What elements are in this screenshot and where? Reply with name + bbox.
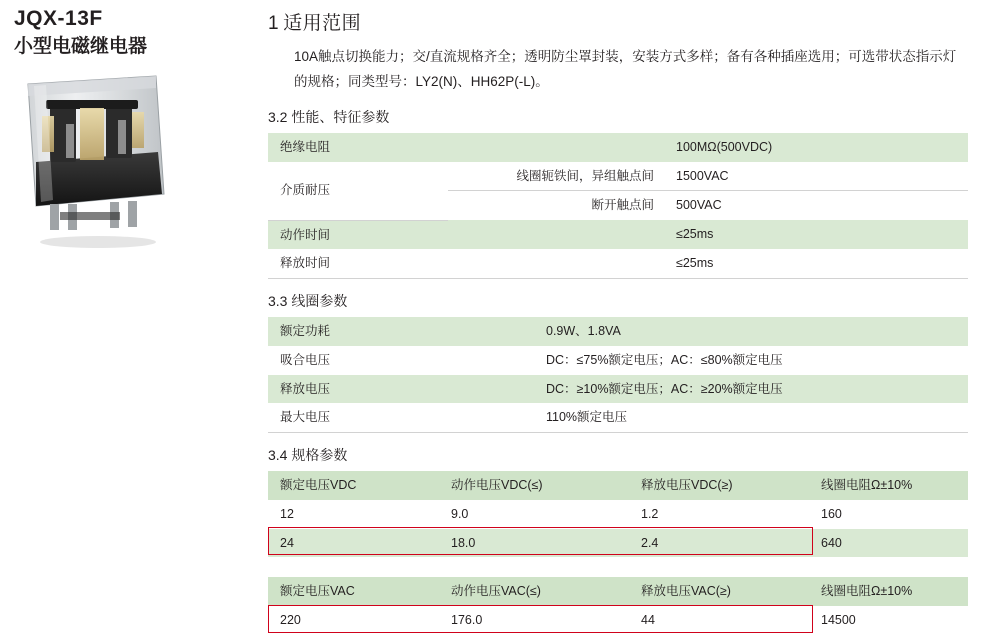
dc-header-cell: 释放电压VDC(≥) (633, 471, 813, 500)
table-header-row (268, 471, 968, 500)
coil-value: DC：≤75%额定电压；AC：≤80%额定电压 (538, 346, 968, 375)
coil-value: 0.9W、1.8VA (538, 317, 968, 346)
section-1-title (268, 8, 968, 35)
section-3-2-title: 3.2 性能、特征参数 (268, 108, 390, 125)
coil-label: 额定功耗 (268, 317, 538, 346)
table-row (268, 133, 968, 162)
perf-mid (448, 220, 668, 249)
perf-mid: 线圈轭铁间，异组触点间 (448, 162, 668, 191)
section-1-heading: 适用范围 (283, 13, 362, 34)
perf-value: 500VAC (668, 191, 968, 220)
dc-spec-wrap (268, 471, 968, 557)
table-row (268, 403, 968, 432)
product-header (14, 6, 254, 60)
table-row-highlighted (268, 606, 968, 635)
table-row (268, 346, 968, 375)
dc-header-cell: 线圈电阻Ω±10% (813, 471, 968, 500)
table-row (268, 375, 968, 404)
dc-cell: 640 (813, 529, 968, 558)
perf-value: 100MΩ(500VDC) (668, 133, 968, 162)
table-row (268, 162, 968, 191)
dc-cell: 12 (268, 500, 443, 529)
ac-header-cell: 释放电压VAC(≥) (633, 577, 813, 606)
performance-table (268, 133, 968, 279)
perf-value: ≤25ms (668, 249, 968, 278)
section-1-body: 10A触点切换能力；交/直流规格齐全；透明防尘罩封装，安装方式多样；备有各种插座选用；可选带状态指示灯的规格；同类型号：LY2(N)、HH62P(-L)。 (294, 49, 957, 89)
dc-header-cell: 动作电压VDC(≤) (443, 471, 633, 500)
product-name: 小型电磁继电器 (14, 36, 148, 58)
coil-value: 110%额定电压 (538, 403, 968, 432)
coil-label: 最大电压 (268, 403, 538, 432)
table-row (268, 249, 968, 278)
perf-value: 1500VAC (668, 162, 968, 191)
perf-label: 绝缘电阻 (268, 133, 448, 162)
perf-mid (448, 249, 668, 278)
dc-cell: 1.2 (633, 500, 813, 529)
ac-cell: 44 (633, 606, 813, 635)
dc-cell: 9.0 (443, 500, 633, 529)
dc-cell: 2.4 (633, 529, 813, 558)
coil-value: DC：≥10%额定电压；AC：≥20%额定电压 (538, 375, 968, 404)
ac-cell: 14500 (813, 606, 968, 635)
ac-cell: 176.0 (443, 606, 633, 635)
ac-spec-table (268, 577, 968, 635)
coil-label: 释放电压 (268, 375, 538, 404)
table-spacer (268, 557, 968, 575)
dc-cell: 160 (813, 500, 968, 529)
section-3-4-title: 3.4 规格参数 (268, 447, 348, 464)
perf-mid (448, 133, 668, 162)
perf-value: ≤25ms (668, 220, 968, 249)
section-3-3-title: 3.3 线圈参数 (268, 293, 348, 310)
perf-label: 释放时间 (268, 249, 448, 278)
ac-cell: 220 (268, 606, 443, 635)
section-1-number: 1 (268, 13, 280, 34)
table-row-highlighted (268, 529, 968, 558)
table-row (268, 220, 968, 249)
ac-spec-wrap (268, 577, 968, 635)
table-row (268, 317, 968, 346)
ac-header-cell: 线圈电阻Ω±10% (813, 577, 968, 606)
table-row (268, 500, 968, 529)
dc-cell: 18.0 (443, 529, 633, 558)
table-header-row (268, 577, 968, 606)
dc-spec-table (268, 471, 968, 557)
ac-header-cell: 动作电压VAC(≤) (443, 577, 633, 606)
coil-label: 吸合电压 (268, 346, 538, 375)
dc-cell: 24 (268, 529, 443, 558)
perf-mid: 断开触点间 (448, 191, 668, 220)
dc-header-cell: 额定电压VDC (268, 471, 443, 500)
perf-label: 介质耐压 (268, 162, 448, 221)
content-column (268, 8, 968, 635)
product-code: JQX-13F (14, 7, 103, 30)
ac-header-cell: 额定电压VAC (268, 577, 443, 606)
perf-label: 动作时间 (268, 220, 448, 249)
relay-photo (6, 66, 186, 251)
coil-table (268, 317, 968, 433)
